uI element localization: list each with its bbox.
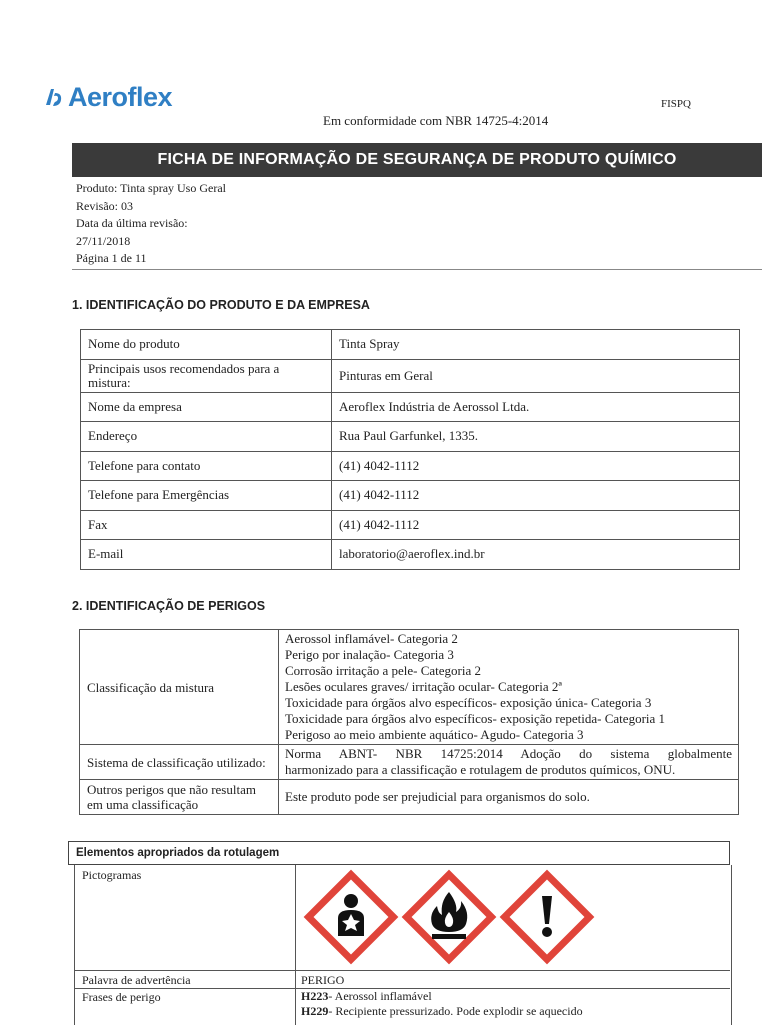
table-row: [81, 392, 740, 422]
row-label: Fax: [81, 510, 332, 540]
table-row: [81, 422, 740, 452]
row-value: Rua Paul Garfunkel, 1335.: [332, 422, 740, 452]
list-item: Perigoso ao meio ambiente aquático- Agudo- Categoria 3: [285, 727, 584, 742]
doc-code: FISPQ: [661, 98, 691, 110]
header-divider: [72, 269, 762, 270]
row-label: Telefone para contato: [81, 451, 332, 481]
classification-label: Classificação da mistura: [80, 630, 279, 745]
table-row: [81, 359, 740, 392]
hazard-text: - Aerossol inflamável: [328, 989, 432, 1003]
row-label: E-mail: [81, 540, 332, 570]
meta-page: Página 1 de 11: [76, 251, 147, 265]
list-item: Corrosão irritação a pele- Categoria 2: [285, 663, 481, 678]
aeroflex-logo: [42, 82, 172, 113]
hazard-statements: [301, 989, 583, 1019]
list-item: Perigo por inalação- Categoria 3: [285, 647, 454, 662]
row-value: (41) 4042-1112: [332, 451, 740, 481]
table-row: [81, 330, 740, 360]
list-item: Lesões oculares graves/ irritação ocular- Categoria 2ª: [285, 679, 562, 694]
other-hazards-label: Outros perigos que não resultam em uma classificação: [80, 780, 279, 815]
row-label: Telefone para Emergências: [81, 481, 332, 511]
system-label: Sistema de classificação utilizado:: [80, 745, 279, 780]
hazard-code: H229: [301, 1004, 329, 1018]
document-meta: [76, 180, 226, 268]
row-label: Nome da empresa: [81, 392, 332, 422]
exclamation-icon: [498, 868, 596, 966]
system-line-2: harmonizado para a classificação e rotulagem de produtos químicos, ONU.: [285, 762, 676, 777]
list-item: Toxicidade para órgãos alvo específicos- exposição repetida- Categoria 1: [285, 711, 666, 726]
row-label: Principais usos recomendados para a mistura:: [81, 359, 332, 392]
row-value: (41) 4042-1112: [332, 481, 740, 511]
row-value: Pinturas em Geral: [332, 359, 740, 392]
table-row: [81, 481, 740, 511]
hazard-identification-table: [79, 629, 739, 815]
row-label: Nome do produto: [81, 330, 332, 360]
brand-name: Aeroflex: [68, 82, 173, 112]
other-hazards-value: Este produto pode ser prejudicial para organismos do solo.: [279, 780, 739, 815]
hazard-statement: [301, 1004, 583, 1019]
row-value: Aeroflex Indústria de Aerossol Ltda.: [332, 392, 740, 422]
row-value[interactable]: laboratorio@aeroflex.ind.br: [332, 540, 740, 570]
meta-product: Produto: Tinta spray Uso Geral: [76, 181, 226, 195]
pictograms-label: Pictogramas: [82, 868, 142, 882]
section1-title: 1. IDENTIFICAÇÃO DO PRODUTO E DA EMPRESA: [72, 298, 370, 312]
classification-list: [279, 630, 739, 745]
system-line-1: Norma ABNT- NBR 14725:2014 Adoção do sistema globalmente: [285, 746, 732, 761]
conformity-note: Em conformidade com NBR 14725-4:2014: [323, 113, 549, 128]
list-item: Toxicidade para órgãos alvo específicos- exposição única- Categoria 3: [285, 695, 652, 710]
document-title: FICHA DE INFORMAÇÃO DE SEGURANÇA DE PRODUTO QUÍMICO: [72, 143, 762, 177]
section2-title: 2. IDENTIFICAÇÃO DE PERIGOS: [72, 599, 266, 613]
table-row: [80, 745, 739, 780]
hazard-code: H223: [301, 989, 329, 1003]
labelling-row-divider: [74, 970, 730, 971]
meta-last-revision-date: 27/11/2018: [76, 233, 131, 248]
system-value: [279, 745, 739, 780]
signal-word-label: Palavra de advertência: [82, 973, 191, 987]
labelling-column-divider: [295, 865, 296, 1025]
row-label: Endereço: [81, 422, 332, 452]
table-row: [81, 510, 740, 540]
labelling-header: Elementos apropriados da rotulagem: [68, 841, 730, 865]
meta-revision: Revisão: 03: [76, 198, 133, 213]
row-value: Tinta Spray: [332, 330, 740, 360]
health-hazard-icon: [302, 868, 400, 966]
pictograms: [302, 868, 596, 966]
flame-icon: [400, 868, 498, 966]
table-row: [80, 780, 739, 815]
aeroflex-logo-icon: [42, 85, 64, 111]
table-row: [81, 540, 740, 570]
list-item: Aerossol inflamável- Categoria 2: [285, 631, 458, 646]
signal-word: PERIGO: [301, 973, 345, 987]
hazard-text: - Recipiente pressurizado. Pode explodir se aquecido: [328, 1004, 583, 1018]
row-value: (41) 4042-1112: [332, 510, 740, 540]
hazard-statements-label: Frases de perigo: [82, 990, 161, 1004]
hazard-statement: [301, 989, 583, 1004]
table-row: [80, 630, 739, 745]
meta-last-revision-label: Data da última revisão:: [76, 216, 188, 230]
product-identification-table: [80, 329, 740, 570]
table-row: [81, 451, 740, 481]
